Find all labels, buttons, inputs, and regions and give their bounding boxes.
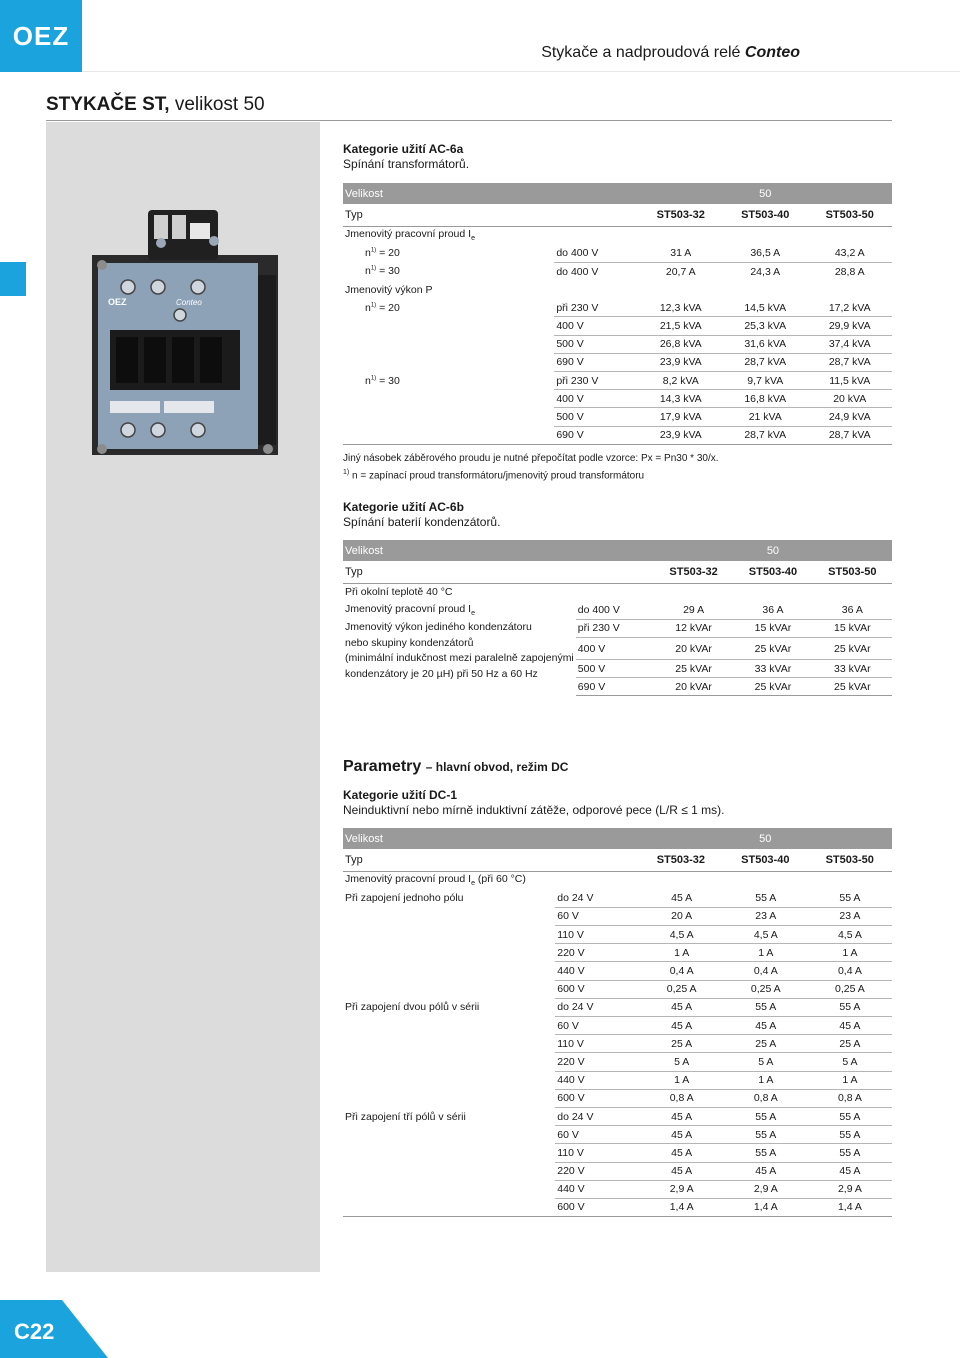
value-cell: 45 A [640,1126,724,1144]
value-cell: 24,3 A [723,262,807,280]
section-ac6a [343,142,892,483]
value-cell: 16,8 kVA [723,390,807,408]
table-row [343,1162,892,1180]
value-cell: 25 A [640,1035,724,1053]
condition-cell: 500 V [576,660,654,678]
condition-cell: do 400 V [556,247,599,260]
contactor-photo [90,205,280,460]
value-cell: 8,2 kVA [639,372,723,390]
type-header: ST503-40 [723,204,807,226]
section-subtitle: Spínání transformátorů. [343,157,470,171]
value-cell: 21,5 kVA [639,317,723,335]
value-cell: 36 A [762,604,784,617]
value-cell: 28,7 kVA [723,353,807,371]
value-cell: 25 A [724,1035,808,1053]
condition-cell: 60 V [555,1126,639,1144]
condition-cell: 110 V [555,1144,639,1162]
value-cell: 14,5 kVA [744,301,787,314]
section-subtitle: Neinduktivní nebo mírně induktivní zátěže, odporové pece (L/R ≤ 1 ms). [343,803,725,817]
table-row [343,1053,892,1071]
photo-brand-name: Conteo [176,298,202,307]
value-cell: 20,7 A [639,262,723,280]
header-title: Stykače a nadproudová relé Conteo [541,44,800,61]
type-label: Typ [343,849,554,871]
size-label: Velikost [343,183,554,204]
condition-cell: při 230 V [554,372,638,390]
page-number-tab [0,1300,108,1358]
section-dc [343,758,892,1217]
size-value: 50 [733,540,812,561]
size-value: 50 [723,183,807,204]
ac6a-table [343,183,892,445]
value-cell: 45 A [640,1107,724,1125]
value-cell: 29,9 kVA [807,317,892,335]
condition-cell: 400 V [576,638,654,660]
table-row [343,980,892,998]
value-cell: 17,2 kVA [828,301,871,314]
value-cell: 25 A [808,1035,892,1053]
value-cell: 36,5 A [750,247,781,260]
condition-cell: 690 V [554,426,638,444]
type-label: Typ [343,204,554,226]
footnote: $^{1)}$ n = zapínací proud transformátoru/jmenovitý proud transformátoru [343,468,645,482]
power-n30-rows [343,372,892,445]
value-cell: 1 A [808,944,892,962]
side-tab-marker [0,262,26,296]
table-row [343,998,892,1016]
condition-cell: do 400 V [577,604,620,617]
condition-cell: 690 V [554,353,638,371]
condition-cell: při 230 V [556,301,599,314]
condition-cell: 500 V [554,335,638,353]
value-cell: 55 A [808,1126,892,1144]
value-cell: 15 kVAr [733,619,812,637]
type-header: ST503-50 [807,204,892,226]
value-cell: 45 A [640,1144,724,1162]
value-cell: 1,4 A [808,1198,892,1216]
type-header: ST503-50 [813,561,892,583]
value-cell: 2,9 A [724,1180,808,1198]
value-cell: 45 A [808,1162,892,1180]
section-title: Kategorie užití AC-6a [343,142,464,156]
condition-cell: do 24 V [555,998,639,1016]
condition-cell: 110 V [555,1035,639,1053]
value-cell: 55 A [755,892,777,905]
value-cell: 55 A [839,892,861,905]
value-cell: 55 A [808,998,892,1016]
value-cell: 4,5 A [808,926,892,944]
photo-brand-logo: OEZ [108,297,127,307]
table-row [343,1144,892,1162]
group-label: Při zapojení jednoho pólu [345,892,464,905]
value-cell: 1 A [640,1071,724,1089]
value-cell: 55 A [724,1107,808,1125]
table-row [343,1071,892,1089]
value-cell: 20 kVAr [654,678,733,696]
type-header: ST503-50 [808,849,892,871]
group-label: Při zapojení tří pólů v sérii [345,1110,466,1123]
condition-cell: do 24 V [557,892,594,905]
table-row [343,1180,892,1198]
page-number: C22 [14,1319,55,1344]
value-cell: 55 A [724,1144,808,1162]
value-cell: 0,4 A [724,962,808,980]
table-row [343,889,892,907]
value-cell: 33 kVAr [733,660,812,678]
value-cell: 0,25 A [724,980,808,998]
row-label: Jmenovitý pracovní proud $I_e$ [345,603,475,618]
section-title: Kategorie užití DC-1 [343,788,458,802]
value-cell: 55 A [808,1107,892,1125]
condition-cell: 220 V [555,1053,639,1071]
table-row [343,1126,892,1144]
type-header: ST503-40 [723,849,807,871]
value-cell: 20 kVA [807,390,892,408]
condition-cell: 600 V [555,1198,639,1216]
condition-cell: 400 V [554,390,638,408]
group-label: Při zapojení dvou pólů v sérii [345,1001,480,1014]
section-subtitle: Spínání baterií kondenzátorů. [343,515,501,529]
row-label: Jmenovitý pracovní proud $I_e$ [345,228,475,243]
page-title: STYKAČE ST, velikost 50 [46,94,265,115]
condition-cell: 500 V [554,408,638,426]
value-cell: 33 kVAr [813,660,892,678]
value-cell: 23 A [724,907,808,925]
value-cell: 1 A [724,944,808,962]
value-cell: 45 A [640,1162,724,1180]
value-cell: 2,9 A [808,1180,892,1198]
value-cell: 25 kVAr [813,678,892,696]
table-row [343,1089,892,1107]
section-ac6b [343,500,892,696]
condition-cell: do 400 V [554,262,638,280]
value-cell: 23,9 kVA [639,426,723,444]
condition-cell: 400 V [554,317,638,335]
value-cell: 1,4 A [724,1198,808,1216]
value-cell: 17,9 kVA [639,408,723,426]
value-cell: 0,25 A [640,980,724,998]
value-cell: 28,7 kVA [723,426,807,444]
value-cell: 26,8 kVA [639,335,723,353]
size-label: Velikost [343,540,576,561]
value-cell: 20 kVAr [654,638,733,660]
power-n20-rows [343,299,892,372]
value-cell: 25 kVAr [813,638,892,660]
power-label-block: Jmenovitý výkon jediného kondenzátoru nebo skupiny kondenzátorů (minimální indukčnost mezi paralelně zapojenými kondenzátory je 20 µH) při 50 Hz a 60 Hz [345,621,574,680]
section-title: Kategorie užití AC-6b [343,500,464,514]
value-cell: 25 kVAr [733,638,812,660]
value-cell: 5 A [808,1053,892,1071]
value-cell: 36 A [841,604,863,617]
type-label: Typ [343,561,576,583]
value-cell: 45 A [724,1017,808,1035]
value-cell: 25,3 kVA [723,317,807,335]
table-row [343,1107,892,1125]
condition-cell: 60 V [555,1017,639,1035]
table-row [343,1017,892,1035]
value-cell: 25 kVAr [733,678,812,696]
value-cell: 45 A [640,998,724,1016]
value-cell: 15 kVAr [813,619,892,637]
condition-cell: při 230 V [576,619,654,637]
n-factor: $n^{1)} = 20$ [365,247,400,260]
condition-cell: 600 V [555,980,639,998]
condition-cell: 220 V [555,944,639,962]
oez-logo: OEZ [0,0,82,72]
value-cell: 5 A [640,1053,724,1071]
value-cell: 55 A [724,1126,808,1144]
value-cell: 1 A [640,944,724,962]
value-cell: 55 A [724,998,808,1016]
value-cell: 45 A [640,1017,724,1035]
condition-cell: 110 V [555,926,639,944]
value-cell: 25 kVAr [654,660,733,678]
value-cell: 20 A [640,907,724,925]
value-cell: 0,8 A [724,1089,808,1107]
row-label: Jmenovitý výkon P [345,283,433,296]
type-header: ST503-32 [639,849,723,871]
table-row [343,1198,892,1216]
value-cell: 28,7 kVA [807,353,892,371]
value-cell: 0,4 A [808,962,892,980]
condition-cell: 440 V [555,1071,639,1089]
condition-cell: 220 V [555,1162,639,1180]
value-cell: 0,4 A [640,962,724,980]
n-factor: $n^{1)} = 20$ [365,301,400,314]
size-value: 50 [723,828,807,849]
condition-cell: do 24 V [555,1107,639,1125]
value-cell: 21 kVA [723,408,807,426]
type-header: ST503-32 [639,204,723,226]
value-cell: 9,7 kVA [723,372,807,390]
value-cell: 45 A [808,1017,892,1035]
n-factor: $n^{1)} = 30$ [365,265,400,278]
value-cell: 0,8 A [640,1089,724,1107]
condition-cell: 60 V [555,907,639,925]
parameters-heading: Parametry – hlavní obvod, režim DC [343,758,569,775]
dc-table [343,828,892,889]
type-header: ST503-40 [733,561,812,583]
value-cell: 45 A [724,1162,808,1180]
condition-cell: 600 V [555,1089,639,1107]
value-cell: 29 A [683,604,705,617]
table-row [343,944,892,962]
value-cell: 5 A [724,1053,808,1071]
value-cell: 23 A [808,907,892,925]
value-cell: 0,8 A [808,1089,892,1107]
type-header: ST503-32 [654,561,733,583]
value-cell: 1 A [808,1071,892,1089]
value-cell: 1,4 A [640,1198,724,1216]
value-cell: 0,25 A [808,980,892,998]
table-row [343,926,892,944]
value-cell: 28,7 kVA [807,426,892,444]
ac6b-table [343,540,892,696]
condition-cell: 440 V [555,1180,639,1198]
table-row [343,962,892,980]
value-cell: 11,5 kVA [807,372,892,390]
row-label: Jmenovitý pracovní proud $I_e$ (při 60 °C) [345,873,526,888]
condition-cell: 440 V [555,962,639,980]
value-cell: 37,4 kVA [807,335,892,353]
value-cell: 31 A [670,247,692,260]
condition-cell: 690 V [576,678,654,696]
value-cell: 24,9 kVA [807,408,892,426]
n-factor: $n^{1)} = 30$ [365,374,400,387]
value-cell: 14,3 kVA [639,390,723,408]
value-cell: 45 A [671,892,693,905]
row-label: Při okolní teplotě 40 °C [345,586,453,599]
title-divider [46,120,892,121]
value-cell: 12 kVAr [654,619,733,637]
value-cell: 28,8 A [807,262,892,280]
dc-group-table [343,889,892,1217]
value-cell: 55 A [808,1144,892,1162]
table-row [343,1035,892,1053]
value-cell: 1 A [724,1071,808,1089]
value-cell: 43,2 A [834,247,865,260]
value-cell: 4,5 A [724,926,808,944]
value-cell: 31,6 kVA [723,335,807,353]
table-row [343,907,892,925]
header-bar [82,0,960,72]
footnote: Jiný násobek záběrového proudu je nutné přepočítat podle vzorce: Px = Pn30 * 30/x. [343,452,719,464]
value-cell: 23,9 kVA [639,353,723,371]
size-label: Velikost [343,828,554,849]
value-cell: 12,3 kVA [659,301,702,314]
value-cell: 2,9 A [640,1180,724,1198]
value-cell: 4,5 A [640,926,724,944]
